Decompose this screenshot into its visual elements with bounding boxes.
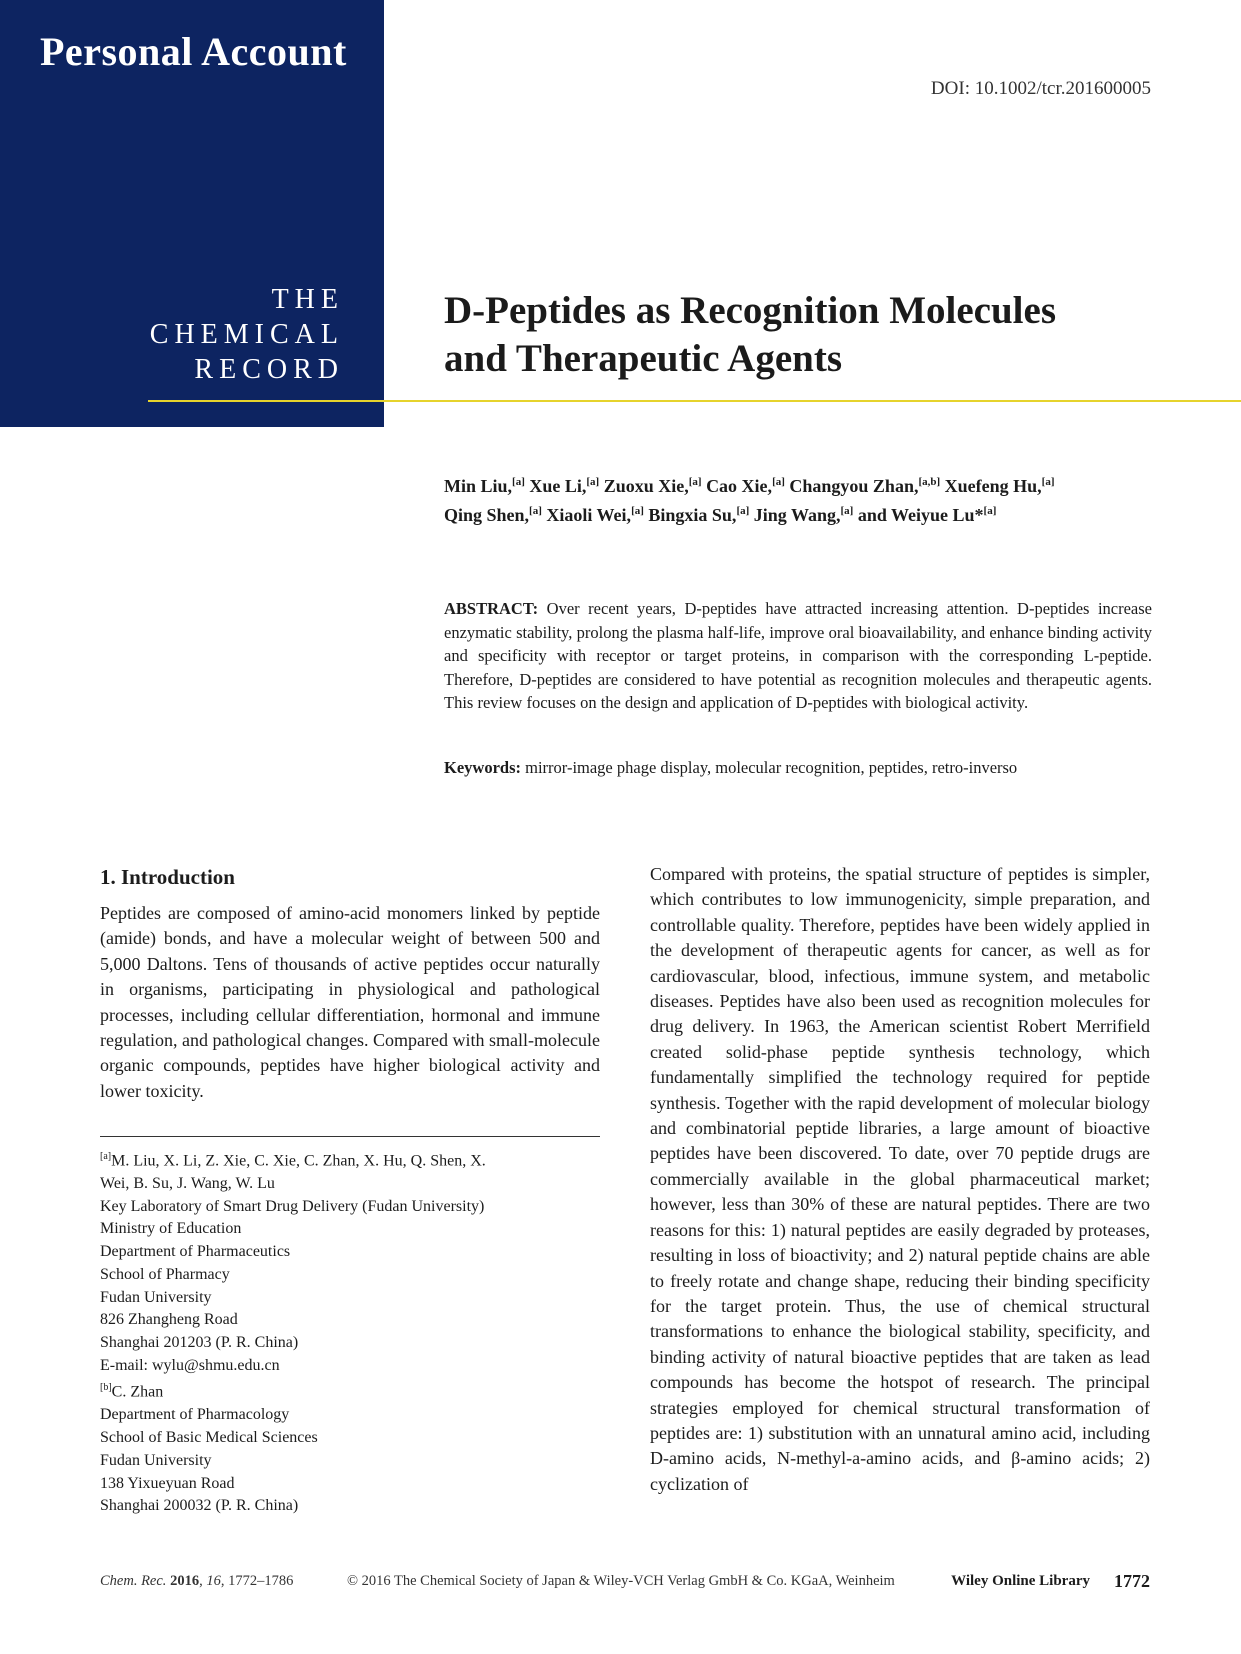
affiliation-line: School of Pharmacy — [100, 1265, 230, 1283]
keywords-label: Keywords: — [444, 758, 521, 777]
title-divider — [148, 400, 1241, 402]
email-link[interactable]: E-mail: wylu@shmu.edu.cn — [100, 1356, 280, 1374]
author: Jing Wang,[a] — [753, 505, 854, 525]
title-line: D-Peptides as Recognition Molecules — [444, 289, 1057, 332]
affiliation-names: Wei, B. Su, J. Wang, W. Lu — [100, 1175, 275, 1193]
affiliation-line: Fudan University — [100, 1451, 212, 1469]
author: Xue Li,[a] — [529, 476, 600, 496]
affiliation-line: Department of Pharmacology — [100, 1406, 290, 1424]
page-number: 1772 — [1114, 1571, 1150, 1591]
author: and Weiyue Lu*[a] — [857, 505, 997, 525]
copyright: © 2016 The Chemical Society of Japan & Wiley-VCH Verlag GmbH & Co. KGaA, Weinheim — [347, 1573, 895, 1589]
affiliation-line: Fudan University — [100, 1288, 212, 1306]
journal-name-line: THE — [271, 284, 344, 315]
affiliation-line: Ministry of Education — [100, 1220, 242, 1238]
title-line: and Therapeutic Agents — [444, 337, 842, 380]
affiliation-line: Department of Pharmaceutics — [100, 1243, 291, 1261]
abstract-label: ABSTRACT: — [444, 599, 539, 618]
journal-name-line: CHEMICAL — [149, 319, 344, 350]
footnote-divider — [100, 1136, 600, 1137]
doi[interactable]: DOI: 10.1002/tcr.201600005 — [930, 78, 1151, 99]
affiliations — [100, 1146, 600, 1518]
journal-banner — [0, 0, 384, 427]
intro-paragraph: Peptides are composed of amino-acid monomers linked by peptide (amide) bonds, and have a molecular weight of between 500 and 5,000 Daltons. Tens of thousands of active peptides occur naturally in organisms, participating in physiological and pathological processes, including cellular differentiation, hormonal and immune regulation, and pathological changes. Compared with small-molecule organic compounds, peptides have higher biological activity and lower toxicity. — [100, 903, 600, 1101]
affiliation-line: Key Laboratory of Smart Drug Delivery (Fudan University) — [100, 1197, 485, 1215]
journal-name-line: RECORD — [194, 354, 344, 385]
author-list — [444, 470, 1144, 528]
affiliation-line: School of Basic Medical Sciences — [100, 1429, 318, 1447]
author: Xuefeng Hu,[a] — [944, 476, 1055, 496]
affiliation-names: [a]M. Liu, X. Li, Z. Xie, C. Xie, C. Zhan, X. Hu, Q. Shen, X. — [100, 1151, 486, 1170]
affiliation-line: Shanghai 201203 (P. R. China) — [100, 1333, 299, 1351]
keywords — [444, 756, 1152, 779]
journal-name — [150, 282, 344, 387]
keywords-text: mirror-image phage display, molecular recognition, peptides, retro-inverso — [525, 758, 1018, 777]
author: Cao Xie,[a] — [706, 476, 785, 496]
abstract-text: Over recent years, D-peptides have attracted increasing attention. D-peptides increase enzymatic stability, prolong the plasma half-life, improve oral bioavailability, and enhance binding activity and specificity with receptor or target proteins, in comparison with the corresponding L-peptide. Therefore, D-peptides are considered to have potential as recognition molecules and therapeutic agents. This review focuses on the design and application of D-peptides with biological activity. — [444, 599, 1153, 712]
publisher-library: Wiley Online Library — [951, 1573, 1090, 1589]
affiliation-line: Shanghai 200032 (P. R. China) — [100, 1497, 299, 1515]
author: Changyou Zhan,[a,b] — [789, 476, 941, 496]
author: Min Liu,[a] — [444, 476, 525, 496]
right-column — [650, 862, 1150, 1497]
author: Zuoxu Xie,[a] — [603, 476, 702, 496]
affiliation-names: [b]C. Zhan — [100, 1382, 164, 1401]
left-column — [100, 863, 600, 1104]
section-heading: 1. Introduction — [100, 865, 235, 889]
author: Bingxia Su,[a] — [648, 505, 750, 525]
citation: Chem. Rec. 2016, 16, 1772–1786 — [100, 1573, 294, 1589]
abstract — [444, 597, 1152, 715]
author: Qing Shen,[a] — [444, 505, 542, 525]
article-title — [444, 287, 1184, 383]
section-label: Personal Account — [40, 29, 347, 74]
affiliation-line: 138 Yixueyuan Road — [100, 1474, 235, 1492]
author: Xiaoli Wei,[a] — [546, 505, 644, 525]
intro-paragraph: Compared with proteins, the spatial structure of peptides is simpler, which contributes to low immunogenicity, simple preparation, and controllable quality. Therefore, peptides have been widely applied in the development of therapeutic agents for cancer, as well as for cardiovascular, blood, infectious, immune system, and metabolic diseases. Peptides have also been used as recognition molecules for drug delivery. In 1963, the American scientist Robert Merrifield created solid-phase peptide synthesis technology, which fundamentally simplified the technology required for peptide synthesis. Together with the rapid development of molecular biology and combinatorial peptide libraries, a large amount of bioactive peptides have been discovered. To date, over 70 peptide drugs are commercially available in the global pharmaceutical market; however, less than 30% of these are natural peptides. There are two reasons for this: 1) natural peptides are easily degraded by proteases, resulting in loss of bioactivity; and 2) natural peptide chains are able to freely rotate and change shape, reducing their binding specificity for the target protein. Thus, the use of chemical structural transformations to enhance the biological stability, specificity, and binding activity of natural bioactive peptides that are taken as lead compounds has become the hotspot of research. The principal strategies employed for chemical structural transformation of peptides are: 1) substitution with an unnatural amino acid, including D-amino acids, N-methyl-a-amino acids, and β-amino acids; 2) cyclization of — [650, 864, 1150, 1494]
affiliation-line: 826 Zhangheng Road — [100, 1311, 238, 1329]
